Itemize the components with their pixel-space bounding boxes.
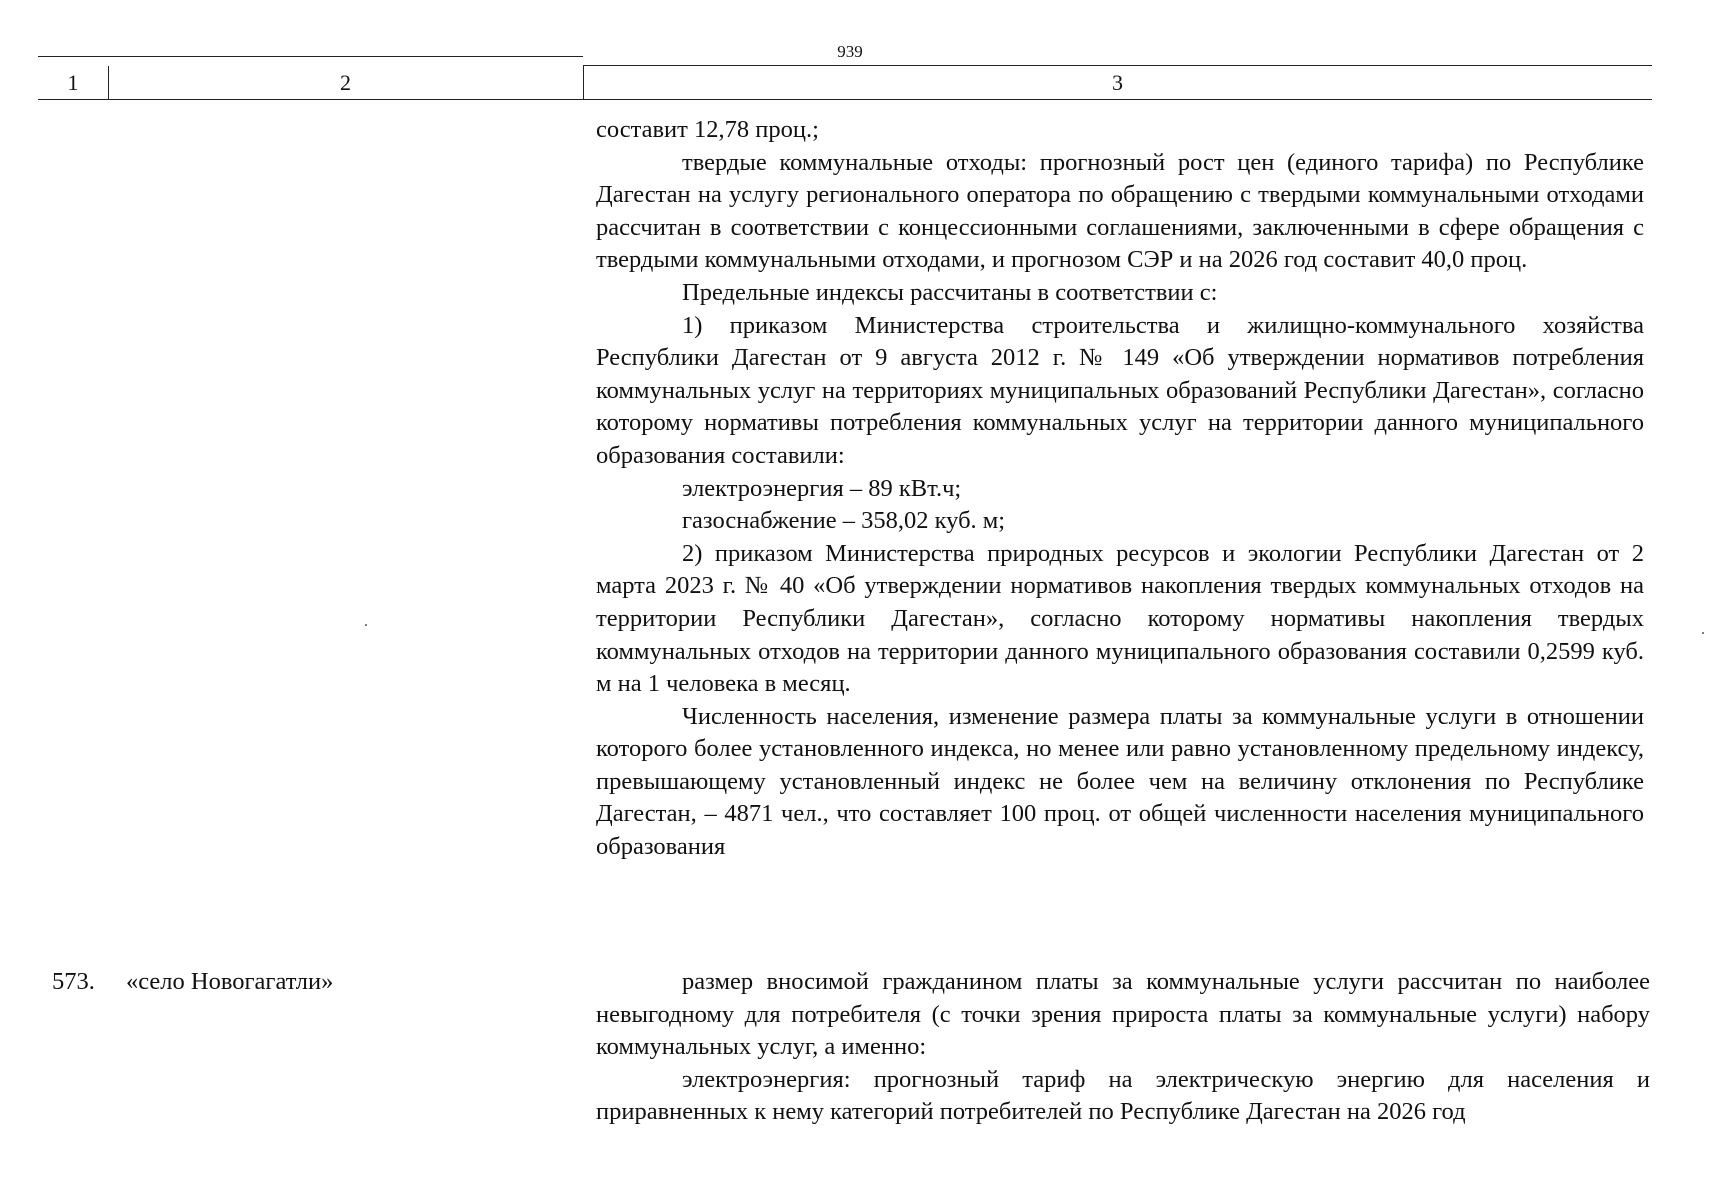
continuation-text: [596, 114, 1644, 864]
paragraph: 1) приказом Министерства строительства и жилищно-коммунального хозяйства Республики Дагестан от 9 августа 2012 г. № 149 «Об утверждении нормативов потребления коммунальных услуг на территориях муниципальных образований Республики Дагестан», согласно которому нормативы потребления коммунальных услуг на территории данного муниципального образования составили:: [596, 311, 1644, 469]
entry-number: 573.: [52, 968, 95, 995]
header-cell-3: 3: [1112, 70, 1123, 95]
paragraph: составит 12,78 проц.;: [596, 116, 819, 143]
header-cell-1: 1: [67, 70, 79, 95]
scan-speck: [1702, 632, 1704, 634]
paragraph: 2) приказом Министерства природных ресурсов и экологии Республики Дагестан от 2 марта 2023 г. № 40 «Об утверждении нормативов накопления твердых коммунальных отходов на территории Республики Дагестан», согласно которому нормативы накопления твердых коммунальных отходов на территории данного муниципального образования составили 0,2599 куб. м на 1 человека в месяц.: [596, 539, 1644, 698]
paragraph: размер вносимой гражданином платы за коммунальные услуги рассчитан по наиболее невыгодному для потребителя (с точки зрения прироста платы за коммунальные услуги) набору коммунальных услуг, а именно:: [596, 968, 1650, 1061]
page-number: 939: [837, 42, 863, 61]
paragraph: электроэнергия: прогнозный тариф на электрическую энергию для населения и приравненных к нему категорий потребителей по Республике Дагестан на 2026 год: [596, 1065, 1650, 1126]
table-header: [38, 56, 1652, 100]
paragraph: Предельные индексы рассчитаны в соответствии с:: [682, 278, 1218, 306]
paragraph: электроэнергия – 89 кВт.ч;: [682, 474, 962, 502]
entry-name: «село Новогагатли»: [126, 968, 334, 995]
scan-speck: [365, 624, 367, 626]
paragraph: Численность населения, изменение размера платы за коммунальные услуги в отношении которого более установленного индекса, но менее или равно установленному предельному индексу, превышающему установленный индекс не более чем на величину отклонения по Республике Дагестан, – 4871 чел., что составляет 100 проц. от общей численности населения муниципального образования: [596, 702, 1644, 861]
paragraph: твердые коммунальные отходы: прогнозный рост цен (единого тарифа) по Республике Дагестан на услугу регионального оператора по обращению с твердыми коммунальными отходами рассчитан в соответствии с концессионными соглашениями, заключенными в сфере обращения с твердыми коммунальными отходами, и прогнозом СЭР и на 2026 год составит 40,0 проц.: [596, 148, 1644, 274]
paragraph: газоснабжение – 358,02 куб. м;: [682, 507, 1006, 535]
entry-text: [596, 966, 1650, 1129]
header-bottom-rule: [38, 99, 1652, 100]
header-cell-2: 2: [340, 70, 351, 95]
header-top-rule: [38, 56, 583, 57]
